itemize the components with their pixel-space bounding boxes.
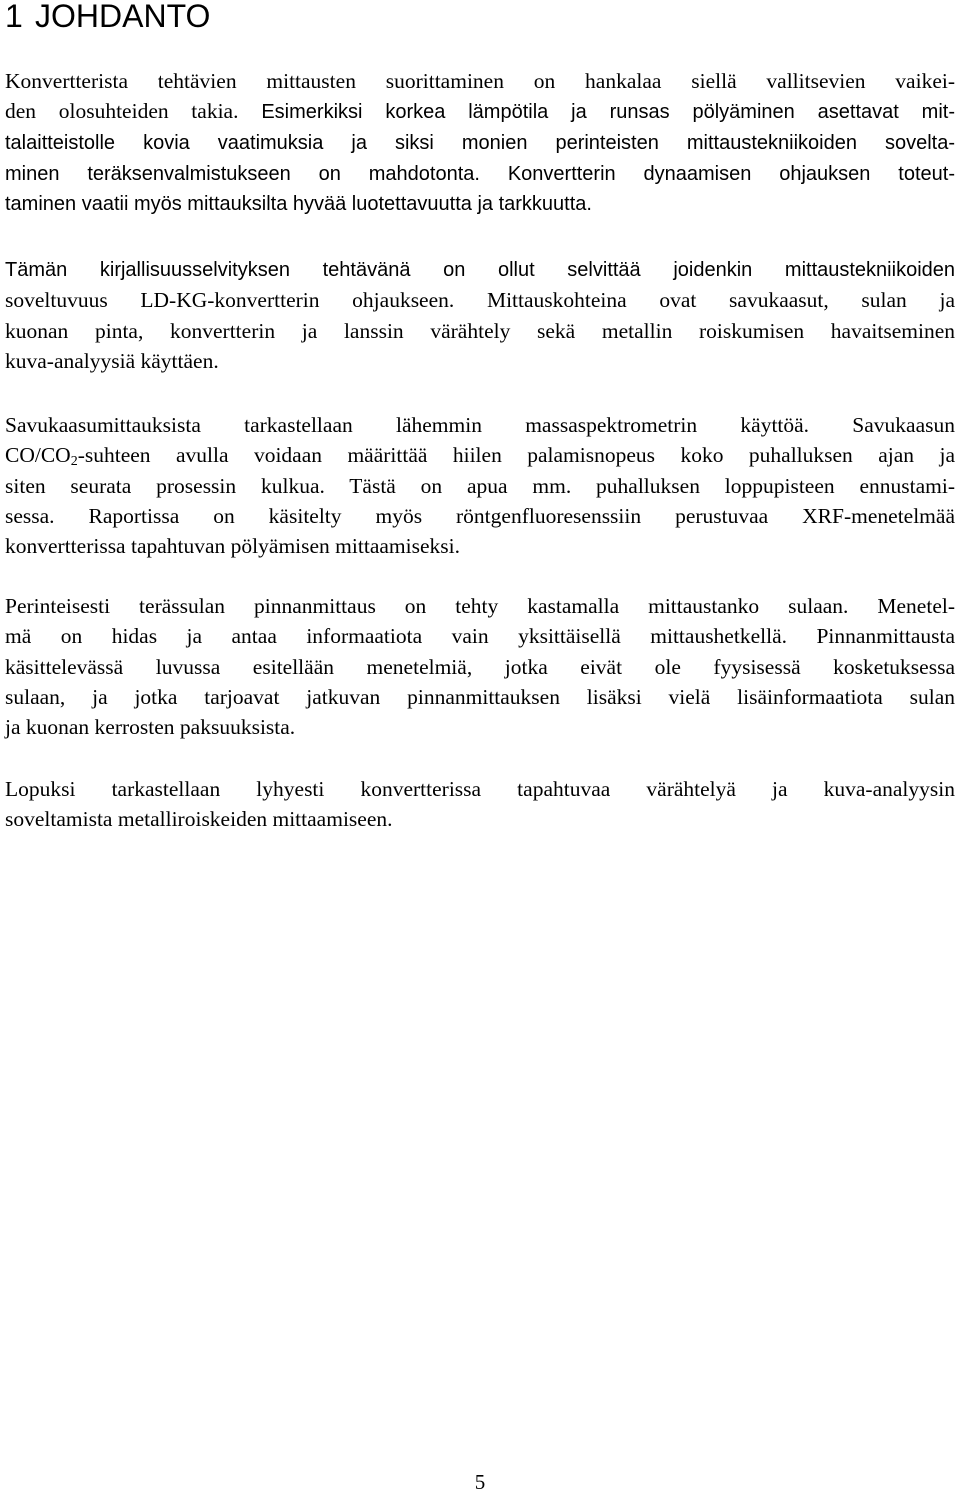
closing-paragraph — [5, 774, 955, 835]
subscript: 2 — [70, 454, 78, 470]
paragraph-line: Perinteisesti terässulan pinnanmittaus on tehty kastamalla mittaustanko sulaan. Menetel- — [5, 594, 955, 618]
surface-measurement-paragraph — [5, 591, 955, 742]
scope-paragraph — [5, 254, 955, 376]
paragraph-line: soveltamista metalliroiskeiden mittaamiseen. — [5, 807, 393, 832]
text-run: Esimerkiksi korkea lämpötila ja runsas pölyäminen asettavat mit- — [238, 101, 956, 124]
paragraph-line: mä on hidas ja antaa informaatiota vain yksittäisellä mittaushetkellä. Pinnanmittausta — [5, 624, 955, 649]
paragraph-line: siten seurata prosessin kulkua. Tästä on apua mm. puhalluksen loppupisteen ennustami- — [5, 473, 955, 498]
text-run: -suhteen avulla voidaan määrittää hiilen palamisnopeus koko puhalluksen ajan ja — [77, 443, 955, 468]
paragraph-line: Savukaasumittauksista tarkastellaan lähemmin massaspektrometrin käyttöä. Savukaasun — [5, 413, 955, 437]
paragraph-line: taminen vaatii myös mittauksilta hyvää luotettavuutta ja tarkkuutta. — [5, 193, 592, 216]
text-run: minen teräksenvalmistukseen on mahdotonta. — [5, 162, 480, 185]
flue-gas-paragraph — [5, 410, 955, 561]
paragraph-line — [5, 158, 955, 189]
paragraph-line: soveltuvuus LD-KG-konvertterin ohjaukseen. Mittauskohteina ovat savukaasut, sulan ja — [5, 288, 955, 313]
page-number: 5 — [474, 1470, 486, 1494]
text-run: den olosuhteiden takia. — [5, 99, 239, 124]
paragraph-line: sulaan, ja jotka tarjoavat jatkuvan pinnanmittauksen lisäksi vielä lisäinformaatiota sulan — [5, 684, 955, 709]
paragraph-line: Lopuksi tarkastellaan lyhyesti konvertterissa tapahtuvaa värähtelyä ja kuva-analyysin — [5, 777, 955, 801]
paragraph-line: talaitteistolle kovia vaatimuksia ja siksi monien perinteisten mittaustekniikoiden sovelta- — [5, 131, 955, 154]
intro-paragraph — [5, 66, 955, 219]
text-run: Konvertterin dynaamisen ohjauksen toteut- — [479, 162, 955, 185]
text-run: Tämän kirjallisuusselvityksen tehtävänä on ollut selvittää joidenkin mittaustekniikoiden — [5, 259, 955, 281]
paragraph-line — [5, 440, 955, 470]
paragraph-line: konvertterissa tapahtuvan pölyämisen mittaamiseksi. — [5, 534, 460, 559]
paragraph-line: ja kuonan kerrosten paksuuksista. — [5, 715, 296, 740]
chapter-heading — [5, 0, 210, 36]
paragraph-line: sessa. Raportissa on käsitelty myös röntgenfluoresenssiin perustuvaa XRF-menetelmää — [5, 503, 955, 528]
paragraph-line: käsittelevässä luvussa esitellään menetelmiä, jotka eivät ole fyysisessä kosketuksessa — [5, 654, 955, 679]
chapter-number: 1 — [5, 0, 23, 34]
chapter-title: JOHDANTO — [35, 0, 211, 34]
formula-text: CO/CO — [5, 443, 71, 468]
paragraph-line: kuonan pinta, konvertterin ja lanssin värähtely sekä metallin roiskumisen havaitseminen — [5, 318, 955, 343]
paragraph-line: kuva-analyysiä käyttäen. — [5, 348, 219, 373]
paragraph-line — [5, 96, 955, 127]
paragraph-line: Konvertterista tehtävien mittausten suorittaminen on hankalaa siellä vallitsevien vaikei- — [5, 69, 955, 93]
paragraph-line — [5, 254, 955, 285]
